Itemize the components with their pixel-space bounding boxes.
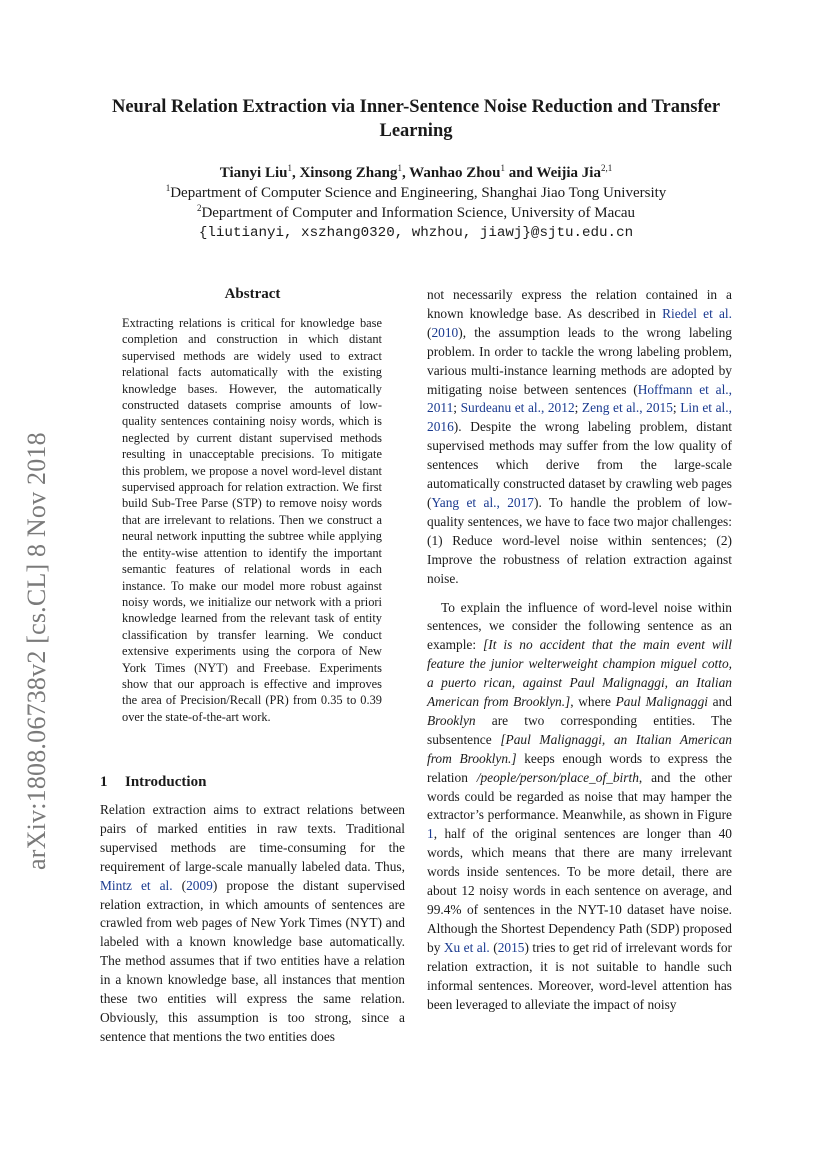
author: Tianyi Liu — [219, 165, 288, 181]
text-run: ) tries to get rid of irrelevant words for relation extraction, it is not suitable to handle such informal sentences. Moreover, word-level attention has been leveraged to alleviate the impact of noisy — [427, 939, 732, 1012]
text-run: To explain the influence of word-level noise within sentences, we consider the following sentence as an example: — [427, 599, 732, 653]
author: Xinsong Zhang — [299, 165, 398, 181]
citation-link[interactable]: 2015 — [497, 939, 525, 955]
citation-link[interactable]: Surdeanu et al., 2012 — [460, 400, 575, 416]
affiliation-mark: 2 — [196, 203, 202, 213]
text-run: Relation extraction aims to extract relations between pairs of marked entities in raw texts. Traditional supervised methods are time-consuming for the requirement of large-scale manually labeled data. Thus, — [100, 802, 405, 874]
section-title: Introduction — [125, 774, 207, 790]
right-column — [427, 286, 732, 1014]
text-run: ( — [427, 324, 432, 340]
text-run: ). To handle the problem of low-quality sentences, we have to face two major challenges: (1) Reduce word-level noise within sentences; (2) Improve the robustness of relation extraction against noise. — [427, 494, 732, 586]
text-run: ; — [672, 400, 681, 416]
text-run: keeps enough words to express the relation — [427, 750, 732, 785]
affiliation — [100, 183, 732, 203]
body-paragraph — [427, 599, 732, 1015]
author-list — [100, 163, 732, 183]
body-paragraph — [427, 286, 732, 589]
text-run: ( — [172, 877, 187, 893]
author-affiliation-mark: 1 — [287, 163, 292, 173]
italic-text: /people/person/place_of_birth — [476, 769, 639, 785]
affiliation-mark: 1 — [165, 183, 171, 193]
arxiv-identifier: arXiv:1808.06738v2 [cs.CL] 8 Nov 2018 — [22, 432, 51, 870]
section-number: 1 — [100, 774, 108, 790]
text-run: are two corresponding entities. The subsentence — [427, 712, 732, 747]
citation-link[interactable]: Xu et al. — [443, 939, 490, 955]
author: Weijia Jia — [536, 165, 601, 181]
citation-link[interactable]: Zeng et al., 2015 — [581, 400, 673, 416]
text-run: ( — [489, 939, 498, 955]
author-separator: , — [401, 165, 410, 181]
author-emails: {liutianyi, xszhang0320, whzhou, jiawj}@sjtu.edu.cn — [198, 225, 634, 241]
author-affiliation-mark: 1 — [397, 163, 402, 173]
author: Wanhao Zhou — [409, 165, 501, 181]
citation-link[interactable]: Lin et al., 2016 — [427, 400, 732, 435]
affiliation-text: Department of Computer and Information Science, University of Macau — [201, 205, 636, 221]
citation-link[interactable]: 2009 — [186, 877, 213, 893]
text-run: ) propose the distant supervised relation extraction, in which amounts of sentences are crawled from web pages of New York Times (NYT) and labeled with a known knowledge base automatically. The method assumes that if two entities have a relation in a known knowledge base, all instances that mention these two entities will express the same relation. Obviously, this assumption is too strong, since a sentence that mentions the two entities does — [100, 877, 405, 1044]
abstract-body: Extracting relations is critical for knowledge base completion and construction in which distant supervised methods are widely used to extract relational facts automatically with the existing knowledge bases. However, the automatically constructed datasets comprise amounts of low-quality sentences containing noisy words, which is neglected by current distant supervised methods resulting in unacceptable precisions. To mitigate this problem, we propose a novel word-level distant supervised approach for relation extraction. We first build Sub-Tree Parse (STP) to remove noisy words that are irrelevant to relations. Then we construct a neural network inputting the subtree while applying the entity-wise attention to identify the important semantic features of relational words in each instance. To make our model more robust against noisy words, we initialize our network with a priori knowledge learned from the relevant task of entity classification by transfer learning. We conduct extensive experiments using the corpora of New York Times (NYT) and Freebase. Experiments show that our approach is effective and improves the area of Precision/Recall (PR) from 0.35 to 0.39 over the state-of-the-art work. — [122, 316, 382, 724]
citation-link[interactable]: 1 — [427, 826, 434, 842]
text-run: , where — [570, 694, 616, 710]
italic-text: [It is no accident that the main event will feature the junior welterweight champion miguel cotto, a puerto rican, against Paul Malignaggi, an Italian American from Brooklyn.] — [427, 637, 732, 710]
author-separator: and — [504, 165, 537, 181]
italic-text: [Paul Malignaggi, an Italian American from Brooklyn.] — [427, 731, 732, 766]
citation-link[interactable]: Mintz et al. — [100, 877, 173, 893]
text-run: ), the assumption leads to the wrong labeling problem. In order to tackle the wrong labeling problem, various multi-instance learning methods are adopted by mitigating noise between sentences ( — [427, 324, 732, 397]
text-run: not necessarily express the relation contained in a known knowledge base. As described in — [427, 287, 732, 321]
author-affiliation-mark: 2,1 — [600, 163, 613, 173]
affiliation-text: Department of Computer Science and Engineering, Shanghai Jiao Tong University — [170, 185, 667, 201]
text-run: , and the other words could be regarded as noise that may hamper the extractor’s performance. Meanwhile, as shown in Figure — [427, 769, 732, 823]
text-run: , half of the original sentences are longer than 40 words, which means that there are many irrelevant words inside sentences. To be more detail, there are about 12 noisy words in each sentence on average, and 99.4% of sentences in the NYT-10 dataset have noise. Although the Shortest Dependency Path (SDP) proposed by — [427, 826, 732, 955]
text-run: ; — [453, 400, 461, 416]
citation-link[interactable]: Riedel et al. — [662, 305, 732, 321]
citation-link[interactable]: 2010 — [431, 324, 459, 340]
section-heading — [100, 772, 405, 792]
text-run: ). Despite the wrong labeling problem, distant supervised methods may suffer from the low quality of sentences which derive from the large-scale automatically constructed dataset by crawling web pages ( — [427, 419, 732, 510]
text-run: ; — [574, 400, 582, 416]
intro-paragraph — [100, 801, 405, 1047]
text-run: and — [708, 694, 732, 710]
citation-link[interactable]: Yang et al., 2017 — [431, 494, 534, 510]
abstract-heading: Abstract — [224, 286, 281, 302]
paper-title: Neural Relation Extraction via Inner-Sentence Noise Reduction and Transfer Learning — [111, 97, 721, 141]
citation-link[interactable]: Hoffmann et al., 2011 — [427, 381, 732, 416]
italic-text: Brooklyn — [427, 712, 476, 728]
italic-text: Paul Malignaggi — [615, 694, 709, 710]
author-affiliation-mark: 1 — [500, 163, 505, 173]
affiliation — [100, 203, 732, 223]
author-separator: , — [291, 165, 300, 181]
